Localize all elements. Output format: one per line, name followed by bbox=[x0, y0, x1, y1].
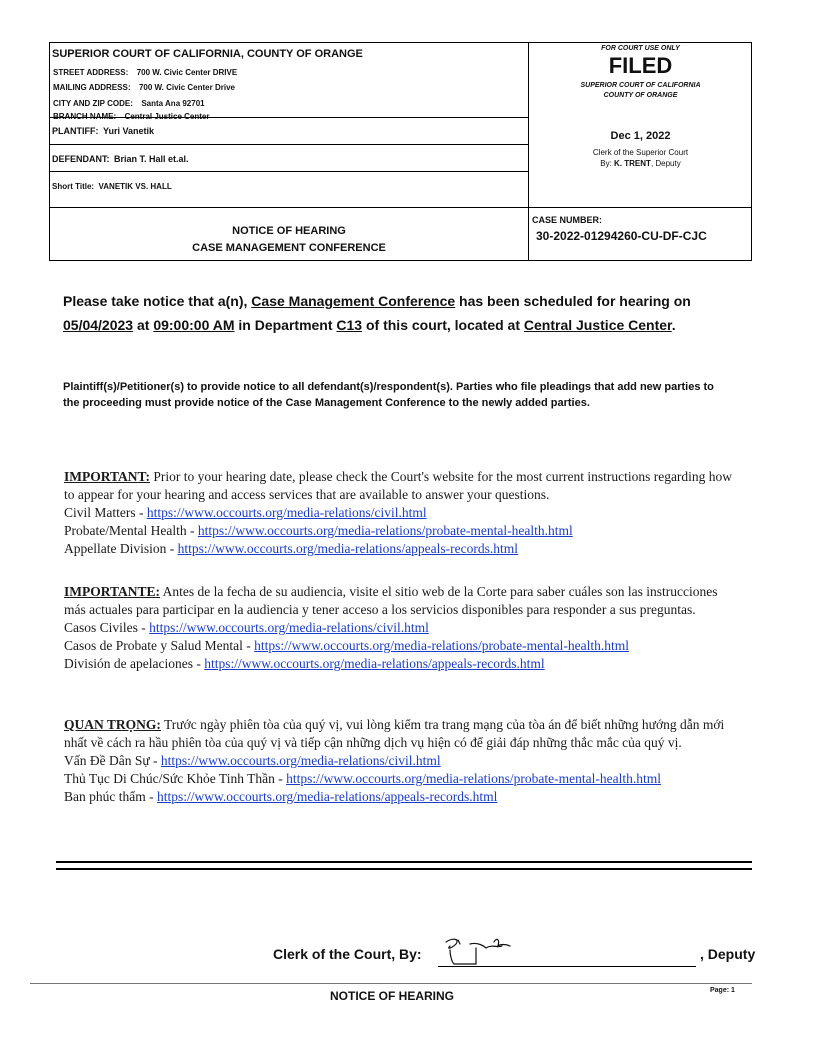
court-name: SUPERIOR COURT OF CALIFORNIA, COUNTY OF ORANGE bbox=[52, 48, 363, 60]
text-segment: at bbox=[133, 317, 154, 333]
hearing-time: 09:00:00 AM bbox=[153, 317, 235, 333]
hearing-department: C13 bbox=[336, 317, 363, 333]
spanish-appellate-link[interactable]: https://www.occourts.org/media-relations/appeals-records.html bbox=[204, 656, 545, 671]
text-segment: of this court, located at bbox=[362, 317, 524, 333]
filed-by-prefix: By: bbox=[600, 159, 612, 168]
notice-instructions: Plaintiff(s)/Petitioner(s) to provide notice to all defendant(s)/respondent(s). Parties who file pleadings that add new parties to the proceeding must provide notice of the Case Management Conference to the newly added parties. bbox=[63, 381, 714, 409]
defendant-value: Brian T. Hall et.al. bbox=[113, 154, 189, 164]
spanish-civil-label: Casos Civiles - bbox=[64, 620, 150, 635]
english-probate-link[interactable]: https://www.occourts.org/media-relations/probate-mental-health.html bbox=[197, 523, 573, 538]
notice-title-line1: NOTICE OF HEARING bbox=[232, 225, 346, 237]
clerk-signature bbox=[440, 934, 520, 968]
text-segment: has been scheduled for hearing on bbox=[455, 293, 691, 309]
city-value: Santa Ana 92701 bbox=[141, 99, 205, 108]
vietnamese-heading: QUAN TRỌNG: bbox=[64, 717, 161, 732]
branch-value: Central Justice Center bbox=[124, 112, 210, 121]
text-segment: in Department bbox=[234, 317, 337, 333]
filed-date: Dec 1, 2022 bbox=[610, 130, 671, 142]
short-title bbox=[52, 176, 172, 194]
filed-court-line1: SUPERIOR COURT OF CALIFORNIA bbox=[580, 82, 701, 89]
filed-clerk: Clerk of the Superior Court bbox=[592, 148, 689, 157]
spanish-probate-link[interactable]: https://www.occourts.org/media-relations/probate-mental-health.html bbox=[254, 638, 630, 653]
vietnamese-civil-link[interactable]: https://www.occourts.org/media-relations/civil.html bbox=[160, 753, 441, 768]
vietnamese-civil-label: Vấn Đề Dân Sự - bbox=[64, 753, 161, 768]
text-segment: Please take notice that a(n), bbox=[63, 293, 252, 309]
filed-by bbox=[529, 158, 752, 169]
notice-title bbox=[50, 223, 528, 257]
text-segment: . bbox=[671, 317, 676, 333]
case-number: 30-2022-01294260-CU-DF-CJC bbox=[536, 229, 707, 243]
vietnamese-appellate-label: Ban phúc thẩm - bbox=[64, 789, 157, 804]
spanish-appellate-label: División de apelaciones - bbox=[64, 656, 205, 671]
case-number-label: CASE NUMBER: bbox=[532, 215, 603, 225]
hearing-date: 05/04/2023 bbox=[63, 317, 134, 333]
spanish-heading: IMPORTANTE: bbox=[64, 584, 161, 599]
defendant bbox=[52, 149, 188, 167]
filed-by-name: K. TRENT bbox=[614, 159, 651, 168]
double-rule-bottom bbox=[56, 868, 752, 870]
spanish-notice-block bbox=[64, 583, 734, 673]
spanish-civil-link[interactable]: https://www.occourts.org/media-relations/civil.html bbox=[149, 620, 429, 635]
notice-title-line2: CASE MANAGEMENT CONFERENCE bbox=[192, 242, 386, 254]
filed-by-suffix: , Deputy bbox=[650, 159, 681, 168]
english-civil-label: Civil Matters - bbox=[64, 505, 147, 520]
double-rule-top bbox=[56, 861, 752, 863]
footer-title: NOTICE OF HEARING bbox=[330, 989, 455, 1003]
mailing-label: MAILING ADDRESS: bbox=[53, 83, 131, 92]
spanish-probate-label: Casos de Probate y Salud Mental - bbox=[64, 638, 255, 653]
english-notice-block bbox=[64, 468, 734, 558]
mailing-value: 700 W. Civic Center Drive bbox=[138, 83, 235, 92]
vietnamese-notice-block bbox=[64, 716, 734, 806]
vietnamese-appellate-link[interactable]: https://www.occourts.org/media-relations/appeals-records.html bbox=[156, 789, 498, 804]
english-text: Prior to your hearing date, please check the Court's website for the most current instructions regarding how to appear for your hearing and access services that are available to answer your questions. bbox=[64, 469, 733, 502]
english-civil-link[interactable]: https://www.occourts.org/media-relations/civil.html bbox=[146, 505, 427, 520]
footer-rule bbox=[30, 983, 752, 984]
vietnamese-probate-link[interactable]: https://www.occourts.org/media-relations/probate-mental-health.html bbox=[286, 771, 661, 786]
english-appellate-link[interactable]: https://www.occourts.org/media-relations/appeals-records.html bbox=[177, 541, 519, 556]
page-number: Page: 1 bbox=[710, 987, 735, 994]
branch-label: BRANCH NAME: bbox=[53, 112, 117, 121]
street-label: STREET ADDRESS: bbox=[53, 68, 129, 77]
hearing-notice-paragraph bbox=[63, 289, 733, 337]
for-court-use-label: FOR COURT USE ONLY bbox=[601, 45, 680, 52]
city-label: CITY AND ZIP CODE: bbox=[53, 99, 133, 108]
street-value: 700 W. Civic Center DRIVE bbox=[136, 68, 238, 77]
short-title-label: Short Title: bbox=[52, 182, 95, 191]
divider bbox=[49, 207, 752, 208]
divider bbox=[49, 171, 529, 172]
filed-court-line2: COUNTY OF ORANGE bbox=[603, 92, 678, 99]
filed-stamp bbox=[529, 43, 752, 169]
defendant-label: DEFENDANT: bbox=[52, 154, 110, 164]
vietnamese-probate-label: Thủ Tục Di Chúc/Sức Khỏe Tinh Thần - bbox=[64, 771, 287, 786]
divider bbox=[49, 144, 529, 145]
english-heading: IMPORTANT: bbox=[64, 469, 151, 484]
plaintiff bbox=[52, 121, 154, 139]
english-probate-label: Probate/Mental Health - bbox=[64, 523, 198, 538]
plaintiff-value: Yuri Vanetik bbox=[102, 126, 154, 136]
vietnamese-text: Trước ngày phiên tòa của quý vị, vui lòng kiểm tra trang mạng của tòa án để biết những hướng dẫn mới nhất về cách ra hầu phiên tòa của quý vị và tiếp cận những dịch vụ hiện có để giải đáp những thắc mắc của quý vị. bbox=[64, 717, 725, 750]
spanish-text: Antes de la fecha de su audiencia, visite el sitio web de la Corte para saber cuáles son las instrucciones más actuales para participar en la audiencia y tener acceso a los servicios disponibles para responder a sus preguntas. bbox=[64, 584, 718, 617]
plaintiff-label: PLANTIFF: bbox=[52, 126, 99, 136]
signature-line bbox=[438, 966, 696, 967]
hearing-type: Case Management Conference bbox=[251, 293, 456, 309]
english-appellate-label: Appellate Division - bbox=[64, 541, 178, 556]
filed-heading: FILED bbox=[608, 53, 673, 78]
deputy-label: , Deputy bbox=[700, 946, 756, 962]
hearing-location: Central Justice Center bbox=[523, 317, 672, 333]
clerk-by-label: Clerk of the Court, By: bbox=[273, 946, 422, 962]
short-title-value: VANETIK VS. HALL bbox=[98, 182, 172, 191]
